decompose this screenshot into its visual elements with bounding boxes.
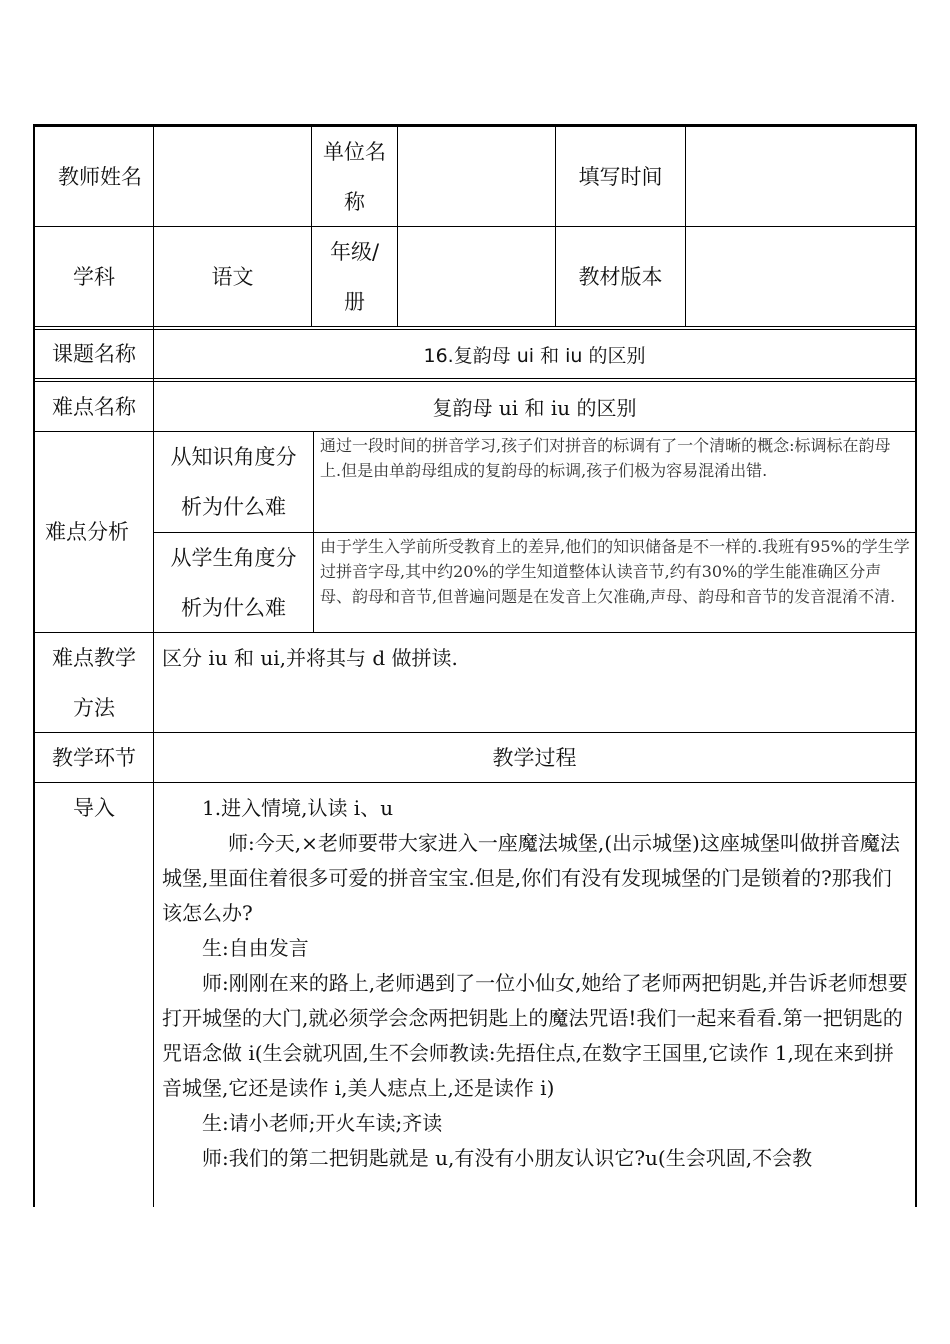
difficulty-value: 复韵母 ui 和 iu 的区别 xyxy=(432,396,637,420)
table-right-border xyxy=(915,124,917,1207)
subject-value: 语文 xyxy=(211,264,254,289)
intro-paragraph: 师:我们的第二把钥匙就是 u,有没有小朋友认识它?u(生会巩固,不会教 xyxy=(202,1146,813,1170)
process-step-label: 教学环节 xyxy=(52,745,136,770)
unit-name-label-line2: 称 xyxy=(344,189,365,214)
unit-name-value xyxy=(398,127,555,226)
textbook-label: 教材版本 xyxy=(578,264,663,289)
grade-label-line1: 年级/ xyxy=(329,239,380,264)
subject-label: 学科 xyxy=(73,264,115,289)
method-label xyxy=(35,633,153,732)
intro-paragraph: 1.进入情境,认读 i、u xyxy=(202,796,394,820)
column-divider xyxy=(313,431,314,633)
intro-paragraph: 师:刚刚在来的路上,老师遇到了一位小仙女,她给了老师两把钥匙,并告诉老师想要打开城堡的大门,就必须学会念两把钥匙上的魔法咒语!我们一起来看看.第一把钥匙的咒语念做 i(生会就巩固,生不会师教读:先捂住点,在数字王国里,它读作 1,现在来到拼音城堡,它还是读作 i,美人痣点上,还是读作 i) xyxy=(162,971,908,1100)
fill-time-value xyxy=(686,127,915,226)
row-divider xyxy=(33,326,917,327)
knowledge-angle-label-line2: 析为什么难 xyxy=(181,495,286,519)
textbook-value xyxy=(686,227,915,326)
grade-label xyxy=(312,227,397,326)
intro-paragraph: 师:今天,×老师要带大家进入一座魔法城堡,(出示城堡)这座城堡叫做拼音魔法城堡,里面住着很多可爱的拼音宝宝.但是,你们有没有发现城堡的门是锁着的?那我们该怎么办? xyxy=(162,831,900,925)
grade-label-line2: 册 xyxy=(344,289,365,314)
row-divider xyxy=(33,632,917,633)
grade-value xyxy=(398,227,555,326)
student-angle-label-line1: 从学生角度分 xyxy=(170,545,297,570)
knowledge-angle-label xyxy=(154,432,313,532)
topic-label: 课题名称 xyxy=(52,342,136,366)
difficulty-label: 难点名称 xyxy=(52,394,136,419)
teacher-name-value xyxy=(154,127,311,226)
student-angle-label xyxy=(154,533,313,632)
method-label-line2: 方法 xyxy=(73,695,115,720)
intro-paragraph: 生:请小老师;开火车读;齐读 xyxy=(202,1111,443,1135)
process-label: 教学过程 xyxy=(492,745,577,770)
topic-value: 16.复韵母 ui 和 iu 的区别 xyxy=(423,344,646,367)
method-label-line1: 难点教学 xyxy=(52,645,136,670)
student-angle-label-line2: 析为什么难 xyxy=(181,595,286,620)
unit-name-label-line1: 单位名 xyxy=(323,139,386,164)
analysis-label: 难点分析 xyxy=(45,520,129,544)
fill-time-label: 填写时间 xyxy=(578,164,663,189)
intro-content xyxy=(162,791,909,1207)
knowledge-angle-label-line1: 从知识角度分 xyxy=(170,445,297,469)
row-divider xyxy=(33,378,917,379)
knowledge-angle-text: 通过一段时间的拼音学习,孩子们对拼音的标调有了一个清晰的概念:标调标在韵母上.但是由单韵母组成的复韵母的标调,孩子们极为容易混淆出错. xyxy=(320,436,891,480)
student-angle-text: 由于学生入学前所受教育上的差异,他们的知识储备是不一样的.我班有95%的学生学过拼音字母,其中约20%的学生知道整体认读音节,约有30%的学生能准确区分声母、韵母和音节,但普遍问题是在发音上欠准确,声母、韵母和音节的发音混淆不清. xyxy=(320,537,910,606)
row-divider xyxy=(33,782,917,783)
intro-paragraph: 生:自由发言 xyxy=(202,936,309,960)
intro-label: 导入 xyxy=(73,796,115,820)
unit-name-label xyxy=(312,127,397,226)
method-value: 区分 iu 和 ui,并将其与 d 做拼读. xyxy=(162,646,458,670)
teacher-name-label: 教师姓名 xyxy=(58,164,142,189)
